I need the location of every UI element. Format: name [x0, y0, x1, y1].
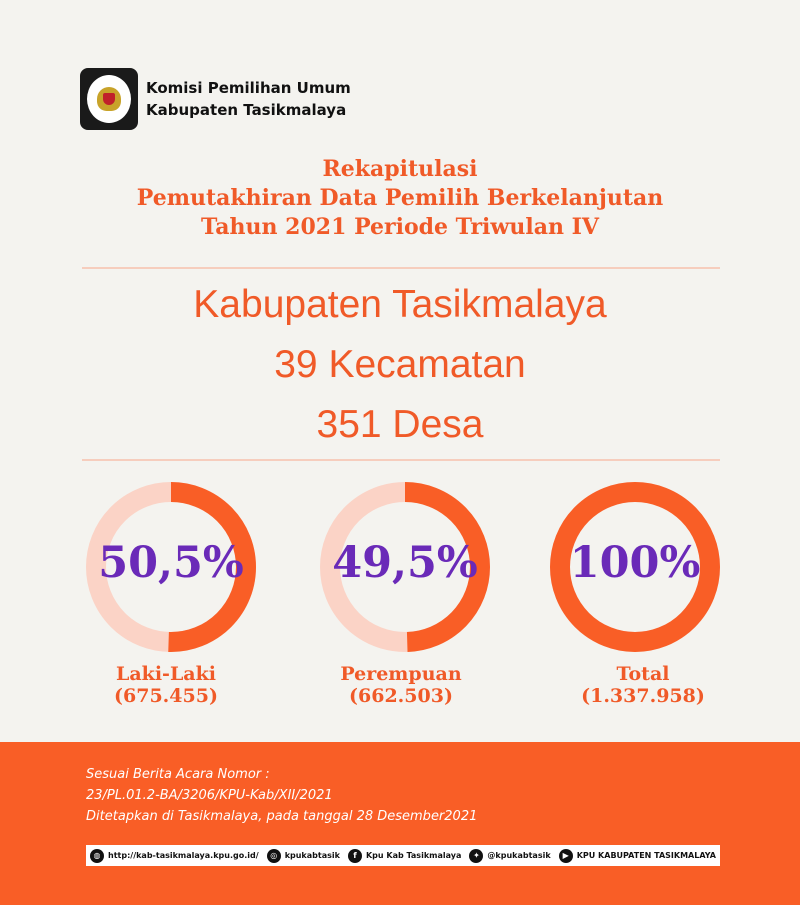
label-male: [66, 663, 266, 707]
label-male-count: (675.455): [114, 685, 218, 707]
footnote-line3: Ditetapkan di Tasikmalaya, pada tanggal 28 Desember2021: [86, 809, 478, 824]
label-female-count: (662.503): [349, 685, 453, 707]
instagram-icon: ◎: [267, 849, 281, 863]
footnote-line1: Sesuai Berita Acara Nomor :: [86, 767, 270, 782]
social-facebook-text: Kpu Kab Tasikmalaya: [365, 851, 462, 860]
footer: [0, 742, 800, 905]
org-name: [146, 77, 351, 121]
org-name-line2: Kabupaten Tasikmalaya: [146, 101, 347, 119]
label-male-title: Laki-Laki: [116, 663, 216, 685]
label-total: [543, 663, 743, 707]
social-facebook[interactable]: [348, 849, 461, 863]
percent-male: 50,5%: [98, 538, 244, 588]
social-instagram-text: kpukabtasik: [284, 851, 340, 860]
percent-total: 100%: [569, 538, 701, 588]
globe-icon: ◍: [90, 849, 104, 863]
title-line1: Rekapitulasi: [322, 156, 478, 182]
org-name-line1: Komisi Pemilihan Umum: [146, 79, 351, 97]
title-line2: Pemutakhiran Data Pemilih Berkelanjutan: [136, 185, 664, 211]
percent-female: 49,5%: [332, 538, 478, 588]
title-line3: Tahun 2021 Periode Triwulan IV: [201, 214, 599, 240]
social-youtube-text: KPU KABUPATEN TASIKMALAYA: [576, 851, 716, 860]
footnote-line2: 23/PL.01.2-BA/3206/KPU-Kab/XII/2021: [86, 788, 333, 803]
label-female-title: Perempuan: [340, 663, 462, 685]
social-youtube[interactable]: [559, 849, 716, 863]
shield-icon: [103, 93, 115, 105]
youtube-icon: ▶: [559, 849, 573, 863]
district-count: 39 Kecamatan: [274, 343, 526, 386]
social-instagram[interactable]: [267, 849, 340, 863]
header: [80, 68, 351, 130]
social-website-text: http://kab-tasikmalaya.kpu.go.id/: [108, 851, 259, 860]
social-bar: [86, 845, 720, 866]
village-count: 351 Desa: [316, 403, 484, 446]
page-title: [0, 155, 800, 242]
label-total-title: Total: [616, 663, 670, 685]
kpu-logo: [80, 68, 138, 130]
facebook-icon: f: [348, 849, 362, 863]
divider-bottom: [82, 459, 720, 461]
social-twitter-text: @kpukabtasik: [487, 851, 551, 860]
label-female: [301, 663, 501, 707]
social-website[interactable]: [90, 849, 259, 863]
footnote: [86, 764, 477, 827]
social-twitter[interactable]: [469, 849, 550, 863]
twitter-icon: ✦: [469, 849, 483, 863]
label-total-count: (1.337.958): [581, 685, 705, 707]
divider-top: [82, 267, 720, 269]
region-name: Kabupaten Tasikmalaya: [193, 283, 607, 326]
